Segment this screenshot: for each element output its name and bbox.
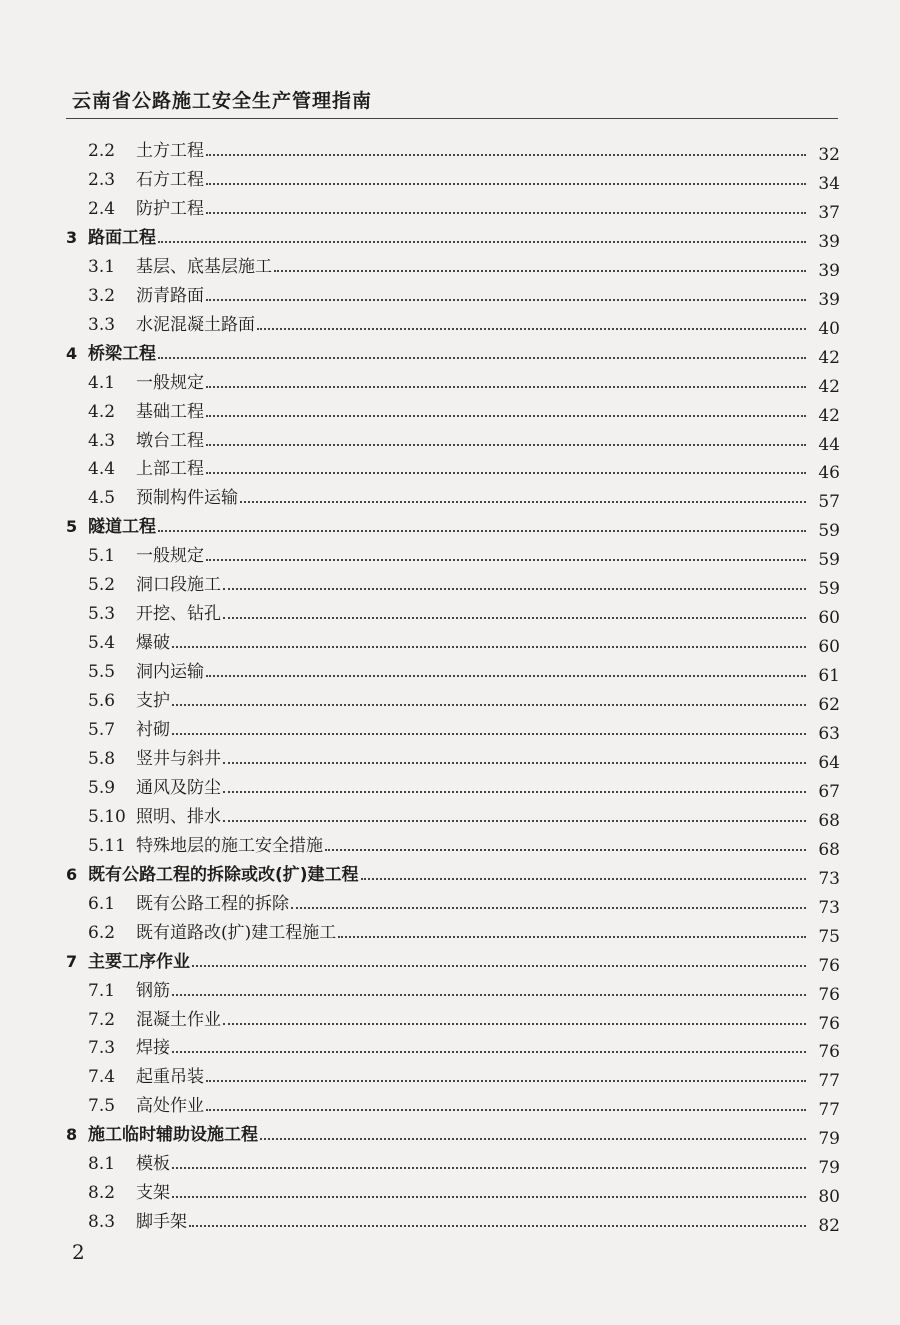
toc-dot-leader (172, 1051, 806, 1053)
toc-entry (88, 483, 840, 513)
toc-entry-page: 59 (818, 550, 840, 571)
toc-entry-title: 模板 (136, 1154, 170, 1175)
toc-entry (88, 1091, 840, 1121)
toc-entry-number: 5.1 (88, 546, 116, 567)
toc-entry (88, 1062, 840, 1092)
toc-entry (88, 397, 840, 426)
toc-entry-page: 73 (818, 897, 840, 918)
toc-dot-leader (206, 1109, 806, 1111)
toc-entry-number: 7.2 (88, 1009, 116, 1030)
toc-entry (88, 831, 840, 860)
toc-entry-number: 5.2 (88, 575, 116, 596)
toc-dot-leader (172, 1196, 806, 1198)
toc-entry-number: 4.5 (88, 488, 116, 509)
toc-entry-page: 82 (818, 1216, 840, 1237)
toc-dot-leader (206, 183, 806, 185)
toc-dot-leader (206, 154, 806, 156)
toc-entry (88, 165, 840, 194)
toc-entry-number: 5.8 (88, 748, 116, 769)
toc-dot-leader (172, 1167, 806, 1169)
toc-entry-title: 基础工程 (136, 401, 204, 422)
toc-entry-page: 68 (818, 839, 840, 860)
toc-entry-number: 5.4 (88, 633, 116, 654)
toc-entry (88, 426, 840, 455)
toc-dot-leader (206, 386, 806, 388)
toc-entry-number: 7.5 (88, 1096, 116, 1117)
toc-dot-leader (172, 994, 806, 996)
toc-entry-page: 75 (818, 926, 840, 947)
toc-entry (88, 1149, 840, 1179)
toc-entry-page: 42 (818, 347, 840, 368)
toc-entry-number: 4.4 (88, 459, 116, 480)
toc-entry-number: 5.9 (88, 777, 116, 798)
toc-entry (88, 194, 840, 223)
toc-entry-page: 42 (818, 405, 840, 426)
toc-entry (88, 918, 840, 947)
toc-entry-number: 5.11 (88, 835, 126, 856)
toc-dot-leader (274, 270, 806, 272)
toc-entry (66, 860, 840, 889)
toc-dot-leader (223, 617, 806, 619)
toc-entry-title: 起重吊装 (136, 1067, 204, 1088)
toc-entry-page: 32 (818, 145, 840, 165)
toc-entry-number: 3.2 (88, 285, 116, 306)
toc-entry (88, 599, 840, 629)
toc-dot-leader (240, 501, 806, 503)
toc-dot-leader (172, 733, 806, 735)
toc-entry-number: 8.3 (88, 1212, 116, 1233)
toc-entry-page: 59 (818, 579, 840, 600)
toc-entry (66, 339, 840, 368)
toc-entry-number: 5.6 (88, 691, 116, 712)
toc-entry (88, 976, 840, 1005)
toc-entry (88, 657, 840, 687)
toc-entry-page: 44 (818, 434, 840, 455)
toc-entry (66, 512, 840, 542)
toc-entry-page: 59 (818, 521, 840, 542)
toc-entry-title: 支护 (136, 691, 170, 712)
toc-entry-number: 2.4 (88, 198, 116, 219)
toc-entry (88, 570, 840, 600)
toc-dot-leader (158, 357, 806, 359)
toc-entry (88, 454, 840, 484)
toc-dot-leader (172, 646, 806, 648)
toc-entry-number: 7.3 (88, 1038, 116, 1059)
toc-entry-number: 2.2 (88, 141, 116, 161)
toc-entry-page: 34 (818, 173, 840, 194)
toc-entry-title: 既有公路工程的拆除 (136, 893, 289, 914)
toc-entry (88, 252, 840, 281)
toc-entry-title: 石方工程 (136, 169, 204, 190)
toc-dot-leader (158, 241, 806, 243)
toc-entry-title: 开挖、钻孔 (136, 604, 221, 625)
toc-entry-title: 沥青路面 (136, 285, 204, 306)
toc-entry-title: 既有道路改(扩)建工程施工 (136, 922, 337, 943)
toc-entry-page: 61 (818, 666, 840, 687)
toc-entry-title: 基层、底基层施工 (136, 256, 272, 277)
toc-entry-page: 77 (818, 1100, 840, 1121)
toc-entry (66, 223, 840, 252)
toc-entry (88, 368, 840, 397)
toc-entry-page: 73 (818, 868, 840, 889)
toc-entry-page: 57 (818, 492, 840, 513)
toc-entry-title: 一般规定 (136, 372, 204, 393)
toc-entry-number: 3 (66, 227, 78, 247)
toc-entry-title: 高处作业 (136, 1096, 204, 1117)
toc-dot-leader (192, 965, 806, 967)
toc-dot-leader (223, 1023, 806, 1025)
toc-entry-number: 5 (66, 517, 78, 537)
toc-entry-title: 一般规定 (136, 546, 204, 567)
toc-entry-page: 68 (818, 810, 840, 831)
toc-entry-number: 7.1 (88, 980, 116, 1001)
toc-entry-page: 76 (818, 1013, 840, 1034)
toc-dot-leader (158, 530, 806, 532)
toc-entry-title: 主要工序作业 (88, 951, 190, 972)
toc-entry-number: 2.3 (88, 169, 116, 190)
toc-entry-title: 竖井与斜井 (136, 748, 221, 769)
toc-dot-leader (206, 415, 806, 417)
running-header: 云南省公路施工安全生产管理指南 (72, 90, 373, 112)
toc-entry (88, 686, 840, 716)
page-number: 2 (72, 1240, 85, 1264)
toc-entry-number: 3.3 (88, 314, 116, 335)
toc-entry-title: 照明、排水 (136, 806, 221, 827)
toc-entry-title: 支架 (136, 1183, 170, 1204)
toc-entry-title: 混凝土作业 (136, 1009, 221, 1030)
toc-entry (88, 889, 840, 918)
toc-entry-title: 水泥混凝土路面 (136, 314, 255, 335)
toc-entry-title: 预制构件运输 (136, 488, 238, 509)
toc-entry-title: 脚手架 (136, 1212, 187, 1233)
toc-dot-leader (206, 472, 806, 474)
toc-dot-leader (172, 704, 806, 706)
toc-entry (88, 715, 840, 744)
toc-dot-leader (291, 907, 806, 909)
toc-entry (88, 1207, 840, 1237)
toc-entry-number: 8 (66, 1125, 78, 1145)
toc-entry-title: 钢筋 (136, 980, 170, 1001)
toc-dot-leader (223, 588, 806, 590)
toc-entry-page: 62 (818, 695, 840, 716)
toc-entry-title: 洞口段施工 (136, 575, 221, 596)
toc-entry-page: 60 (818, 637, 840, 658)
toc-entry (88, 1005, 840, 1034)
toc-entry-title: 焊接 (136, 1038, 170, 1059)
toc-dot-leader (206, 559, 806, 561)
toc-entry-page: 79 (818, 1129, 840, 1150)
toc-dot-leader (361, 878, 806, 880)
toc-entry-number: 5.3 (88, 604, 116, 625)
toc-entry-title: 隧道工程 (88, 517, 156, 538)
toc-entry-title: 路面工程 (88, 227, 156, 248)
toc-entry-number: 4.3 (88, 430, 116, 451)
toc-entry-page: 46 (818, 463, 840, 484)
toc-dot-leader (260, 1138, 806, 1140)
toc-dot-leader (223, 820, 806, 822)
toc-dot-leader (325, 849, 806, 851)
toc-entry-page: 39 (818, 260, 840, 281)
toc-entry-title: 墩台工程 (136, 430, 204, 451)
toc-entry (88, 628, 840, 658)
toc-entry-page: 63 (818, 724, 840, 744)
toc-entry-number: 5.10 (88, 806, 126, 827)
toc-entry (66, 947, 840, 976)
toc-dot-leader (223, 791, 806, 793)
toc-entry (88, 281, 840, 310)
toc-dot-leader (206, 299, 806, 301)
toc-entry-page: 39 (818, 289, 840, 310)
header-rule (66, 118, 838, 119)
toc-entry-page: 42 (818, 376, 840, 397)
toc-entry (88, 1178, 840, 1208)
toc-entry-number: 5.7 (88, 720, 116, 740)
toc-entry-title: 防护工程 (136, 198, 204, 219)
toc-dot-leader (338, 936, 806, 938)
toc-entry (88, 310, 840, 339)
toc-entry-number: 4 (66, 343, 78, 363)
toc-entry-page: 37 (818, 202, 840, 223)
toc-entry-page: 76 (818, 955, 840, 976)
toc-entry-page: 40 (818, 318, 840, 339)
toc-entry-title: 爆破 (136, 633, 170, 654)
toc-entry (66, 1120, 840, 1150)
toc-entry-page: 79 (818, 1158, 840, 1179)
toc-entry-title: 特殊地层的施工安全措施 (136, 835, 323, 856)
toc-dot-leader (206, 1080, 806, 1082)
toc-entry-number: 5.5 (88, 662, 116, 683)
toc-dot-leader (257, 328, 806, 330)
toc-entry-title: 土方工程 (136, 141, 204, 161)
toc-entry-number: 4.2 (88, 401, 116, 422)
toc-entry-number: 6.1 (88, 893, 116, 914)
toc-entry-page: 64 (818, 752, 840, 773)
toc-dot-leader (206, 212, 806, 214)
toc-entry-title: 通风及防尘 (136, 777, 221, 798)
toc-entry-page: 60 (818, 608, 840, 629)
toc-entry-page: 39 (818, 231, 840, 252)
toc-entry-title: 既有公路工程的拆除或改(扩)建工程 (88, 864, 359, 885)
toc-entry (88, 773, 840, 802)
toc-entry-page: 67 (818, 781, 840, 802)
toc-entry-page: 76 (818, 1042, 840, 1063)
toc-entry-number: 3.1 (88, 256, 116, 277)
toc-entry-number: 7.4 (88, 1067, 116, 1088)
toc-entry-title: 上部工程 (136, 459, 204, 480)
toc-entry-number: 6 (66, 864, 78, 884)
toc-entry-title: 洞内运输 (136, 662, 204, 683)
toc-entry-number: 8.1 (88, 1154, 116, 1175)
toc-entry-number: 4.1 (88, 372, 116, 393)
toc-entry-page: 77 (818, 1071, 840, 1092)
toc-entry-title: 施工临时辅助设施工程 (88, 1125, 258, 1146)
toc-entry-title: 衬砌 (136, 720, 170, 740)
toc-entry (88, 802, 840, 831)
toc-dot-leader (223, 762, 806, 764)
toc-entry-number: 6.2 (88, 922, 116, 943)
toc-entry-number: 8.2 (88, 1183, 116, 1204)
toc-dot-leader (206, 675, 806, 677)
toc-entry-number: 7 (66, 951, 78, 971)
toc-entry (88, 1033, 840, 1063)
toc-dot-leader (189, 1225, 806, 1227)
toc-entry (88, 541, 840, 571)
toc-entry-title: 桥梁工程 (88, 343, 156, 364)
toc-dot-leader (206, 444, 806, 446)
toc-entry-page: 80 (818, 1187, 840, 1208)
toc-entry (88, 136, 840, 165)
toc-entry-page: 76 (818, 984, 840, 1005)
toc-entry (88, 744, 840, 773)
